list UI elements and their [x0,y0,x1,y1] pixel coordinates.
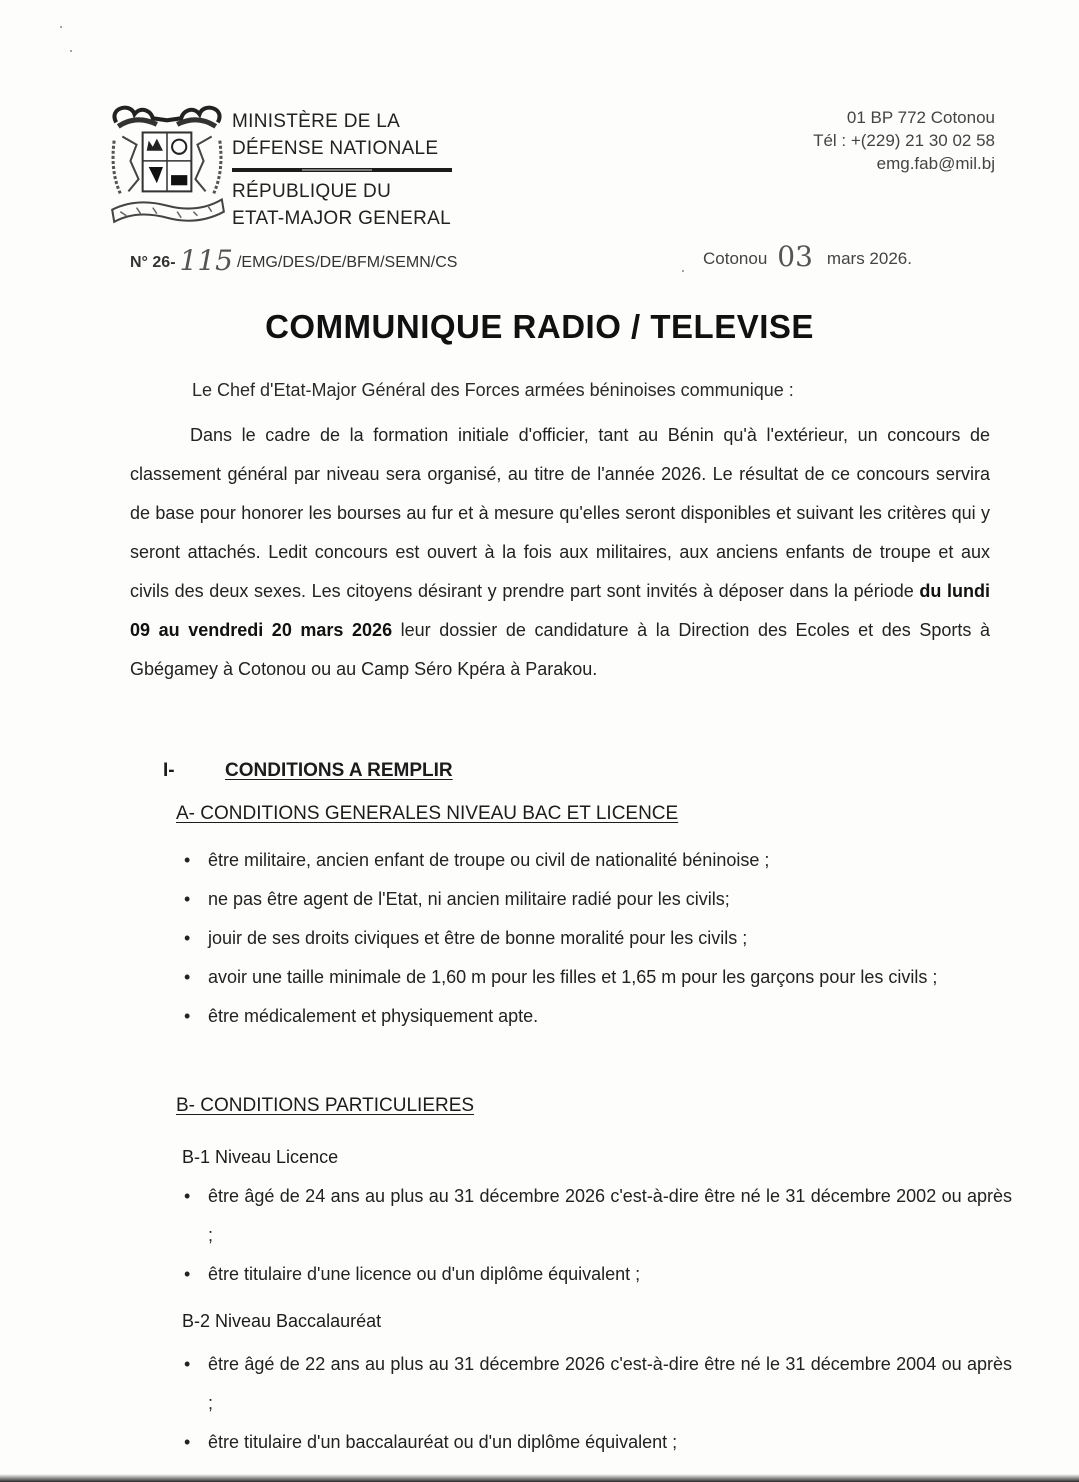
list-item: • être âgé de 24 ans au plus au 31 décembre 2026 c'est-à-dire être né le 31 décembre 2002 ou après ; [182,1177,1012,1255]
list-item: • être titulaire d'un baccalauréat ou d'un diplôme équivalent ; [182,1423,1012,1462]
reference-number [130,244,457,277]
header-divider [232,168,452,172]
date-place: Cotonou [703,249,768,268]
intro-line: Le Chef d'Etat-Major Général des Forces armées béninoises communique : [192,380,794,400]
date-month-year: mars 2026. [826,249,912,268]
section-title: CONDITIONS A REMPLIR [225,760,453,781]
reference-prefix: N° 26- [130,254,176,271]
section-b-title: B- CONDITIONS PARTICULIERES [176,1095,475,1116]
ministry-line-4: ETAT-MAJOR GENERAL [232,208,452,229]
list-item: • avoir une taille minimale de 1,60 m pour les filles et 1,65 m pour les garçons pour les civils ; [182,958,1012,997]
section-number: I- [163,760,175,781]
ministry-line-2: DÉFENSE NATIONALE [232,138,439,159]
coat-of-arms-icon [106,100,228,232]
section-b2-heading: B-2 Niveau Baccalauréat [182,1311,382,1331]
document-title: COMMUNIQUE RADIO / TELEVISE [265,308,814,345]
date-line [703,240,912,273]
contact-email: emg.fab@mil.bj [876,154,995,173]
ministry-line-1: MINISTÈRE DE LA [232,111,401,132]
section-b2-list [182,1345,1012,1462]
scan-speck [682,270,684,272]
scan-speck [70,50,72,52]
body-text-start: Dans le cadre de la formation initiale d'officier, tant au Bénin qu'à l'extérieur, un concours de classement général par niveau sera organisé, au titre de l'année 2026. Le résultat de ce concours servira de base pour honorer les bourses au fur et à mesure qu'elles seront disponibles et suivant les critères qui y seront attachés. Ledit concours est ouvert à la fois aux militaires, aux anciens enfants de troupe et aux civils des deux sexes. Les citoyens désirant y prendre part sont invités à déposer dans la période [130,425,990,601]
ministry-line-3: RÉPUBLIQUE DU [232,181,392,202]
reference-suffix: /EMG/DES/DE/BFM/SEMN/CS [236,254,458,271]
list-item: • jouir de ses droits civiques et être de bonne moralité pour les civils ; [182,919,1012,958]
section-b1-heading: B-1 Niveau Licence [182,1147,339,1167]
section-a-list [182,841,1012,1036]
section-b-heading [176,1095,474,1117]
list-item: • être militaire, ancien enfant de troupe ou civil de nationalité béninoise ; [182,841,1012,880]
handwritten-reference-number: 115 [179,244,233,277]
contact-address: 01 BP 772 Cotonou [846,108,995,127]
list-item: • être médicalement et physiquement apte. [182,997,1012,1036]
list-item: • être âgé de 22 ans au plus au 31 décembre 2026 c'est-à-dire être né le 31 décembre 2004 ou après ; [182,1345,1012,1423]
contact-block [813,106,995,175]
handwritten-day: 03 [777,240,813,273]
scan-speck [60,26,62,28]
section-a-title: A- CONDITIONS GENERALES NIVEAU BAC ET LICENCE [176,803,679,824]
page-edge-shadow [0,1474,1079,1482]
section-b1-list [182,1177,1012,1294]
body-paragraph [130,416,990,689]
ministry-header [232,108,452,232]
section-a-heading [176,803,678,825]
body-text-end: leur dossier de candidature à la Direction des Ecoles et des Sports à Gbégamey à Cotonou ou au Camp Séro Kpéra à Parakou. [130,620,990,679]
list-item: • être titulaire d'une licence ou d'un diplôme équivalent ; [182,1255,1012,1294]
body-text-period: du lundi 09 au vendredi 20 mars 2026 [130,581,990,640]
section-heading-1 [163,760,453,782]
list-item: • ne pas être agent de l'Etat, ni ancien militaire radié pour les civils; [182,880,1012,919]
contact-phone: Tél : +(229) 21 30 02 58 [813,131,995,150]
